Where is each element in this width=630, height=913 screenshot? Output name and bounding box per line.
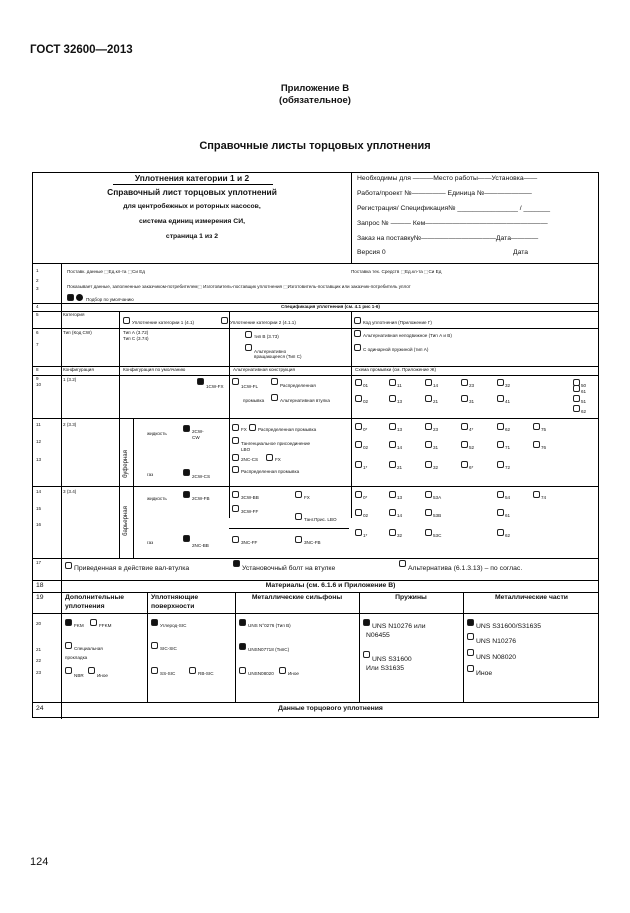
flush-plan-label: 62 xyxy=(581,409,587,414)
materials-header: Материалы (см. 6.1.6 и Приложение В) xyxy=(265,582,396,589)
seal-faces-header: Уплотняющие xyxy=(151,594,199,601)
buffer-liquid-label: жидкость xyxy=(147,431,167,436)
alt-sleeve-label: Альтернативная втулка xyxy=(280,398,330,403)
flush-plan-checkbox[interactable] xyxy=(355,509,362,516)
row-num: 8 xyxy=(36,367,39,372)
type-a-label: Тип А (3.72) xyxy=(123,330,149,335)
metal-s31600-checkbox[interactable] xyxy=(467,619,474,626)
type-b-checkbox[interactable] xyxy=(245,331,252,338)
default-square-icon xyxy=(67,294,74,301)
shaft-sleeve-checkbox[interactable] xyxy=(65,562,72,569)
flush-plan-label: 75 xyxy=(541,427,547,432)
tangential-lbo-label: Танг.Прис. LBO xyxy=(304,517,337,522)
2cw-cs-checkbox[interactable] xyxy=(183,469,190,476)
2cw-fb-checkbox[interactable] xyxy=(183,491,190,498)
flush-plan-label: 53B xyxy=(433,513,442,518)
flush-plan-checkbox[interactable] xyxy=(425,461,432,468)
tangential-lbo-checkbox[interactable] xyxy=(295,513,302,520)
buffer-gas-label: газ xyxy=(147,472,154,477)
buffer-label: буферная xyxy=(123,450,129,478)
row-num: 6 xyxy=(36,330,39,335)
uns-n07718-label: UNSN07718 (ТипС) xyxy=(248,647,290,652)
distributed-flush-2-label: Распределенная промывка xyxy=(258,427,317,432)
flush-plan-label: 71 xyxy=(505,445,511,450)
flush-plan-label: 13 xyxy=(397,495,403,500)
metal-n10276-checkbox[interactable] xyxy=(467,633,474,640)
barrier-label: барьерная xyxy=(123,506,129,536)
alternative-label: Альтернатива (6.1.3.13) – по соглас. xyxy=(408,565,523,572)
flush-plan-checkbox[interactable] xyxy=(533,491,540,498)
block-title-1: Уплотнения категории 1 и 2 xyxy=(134,173,250,183)
type-b-label: тип В (3.73) xyxy=(254,334,279,339)
block-title-2: Справочный лист торцовых уплотнений xyxy=(107,187,277,197)
seal-data-header: Данные торцового уплотнения xyxy=(278,705,383,712)
gasket-label: прокладка xyxy=(65,655,88,660)
nbr-checkbox[interactable] xyxy=(65,667,72,674)
spring-s31600-checkbox[interactable] xyxy=(363,651,370,658)
request-line: Запрос № ——— Кем—————————————————— xyxy=(357,220,548,227)
1cw-fl-label: 1CW-FL xyxy=(241,384,259,389)
data-legend: Показывает данные, заполненные заказчиком-потребителем⬚ Изготовитель-поставщик уплотнения ⬚Изготовитель-поставщик или заказчик-потребитель уплот xyxy=(67,284,411,289)
alt-stationary-label: Альтернативная неподвижное (Тип А и В) xyxy=(363,333,452,338)
row-num: 11 xyxy=(36,422,41,427)
flush-plan-checkbox[interactable] xyxy=(355,461,362,468)
fx-checkbox[interactable] xyxy=(232,424,239,431)
distributed-flush-2-checkbox[interactable] xyxy=(249,424,256,431)
fkm-checkbox[interactable] xyxy=(65,619,72,626)
spring-s31600-label: UNS S31600 xyxy=(372,656,412,663)
flush-plan-label: 72 xyxy=(505,465,511,470)
spring-n10276-checkbox[interactable] xyxy=(363,619,370,626)
block-title-4: система единиц измерения СИ, xyxy=(139,218,245,225)
uns-n08020-bellows-label: UNSN08020 xyxy=(248,671,274,676)
row-num: 17 xyxy=(36,560,42,565)
single-spring-checkbox[interactable] xyxy=(354,344,361,351)
flush-plan-checkbox[interactable] xyxy=(497,395,504,402)
1cw-fl-checkbox[interactable] xyxy=(232,378,239,385)
appendix-title: Приложение В xyxy=(280,83,350,94)
metal-other-label: Иное xyxy=(476,670,493,677)
default-selection-legend: Подбор по умолчанию xyxy=(86,297,134,302)
rb-sic-label: RB-SIC xyxy=(198,671,214,676)
flush-plan-checkbox[interactable] xyxy=(425,529,432,536)
row-num: 23 xyxy=(36,670,42,675)
appendix-status: (обязательное) xyxy=(279,95,351,106)
row-num: 2 xyxy=(36,278,39,283)
seal-code-label: Код уплотнения (Приложение Г) xyxy=(363,320,432,325)
alt-rotating-label-2: вращающееся (Тип С) xyxy=(254,354,302,359)
rb-sic-checkbox[interactable] xyxy=(189,667,196,674)
needed-for-line: Необходимы для ———Место работы——Установка—— xyxy=(357,175,538,182)
category-label: Категория xyxy=(63,312,85,317)
secondary-seals-header: Дополнительные xyxy=(65,594,125,601)
row-num: 22 xyxy=(36,658,42,663)
spring-n06455-label: N06455 xyxy=(366,632,390,639)
carbon-sic-label: Углерод-SIC xyxy=(160,623,187,628)
3cw-ff-label: 3CW-FF xyxy=(241,509,259,514)
seal-code-checkbox[interactable] xyxy=(354,317,361,324)
flush-plan-checkbox[interactable] xyxy=(389,379,396,386)
other-bellows-label: Иное xyxy=(288,671,299,676)
spring-s31635-label: Или S31635 xyxy=(366,665,404,672)
flush-plan-checkbox[interactable] xyxy=(497,379,504,386)
seal-datasheet xyxy=(32,172,599,718)
flush-plan-checkbox[interactable] xyxy=(497,461,504,468)
flush-plan-label: 50 xyxy=(581,383,587,388)
row-num: 9 xyxy=(36,376,39,381)
registration-line: Регистрация/ Спецификация№ ________________ / _______ xyxy=(357,205,551,212)
flush-plan-label: 23 xyxy=(469,383,475,388)
version-label: Версия 0 xyxy=(357,249,386,256)
category-2-label: Уплотнение категории 2 (4.1.1) xyxy=(230,320,296,325)
supply-data-units[interactable]: Поставк. данные ⬚Ед.кл-та ⬚Си Ед xyxy=(67,269,145,274)
flush-plan-checkbox[interactable] xyxy=(573,385,580,392)
flush-plan-label: 32 xyxy=(505,383,511,388)
lbo-label: LBO xyxy=(241,447,251,452)
flush-plan-checkbox[interactable] xyxy=(389,461,396,468)
ss-sic-label: SS-SIC xyxy=(160,671,176,676)
flush-plan-label: 62 xyxy=(505,533,511,538)
fx-2-label: FX xyxy=(275,457,281,462)
row-num: 4 xyxy=(36,304,39,309)
metal-n10276-label: UNS N10276 xyxy=(476,638,517,645)
flush-plan-checkbox[interactable] xyxy=(355,395,362,402)
shaft-sleeve-label: Приведенная в действие вал-втулка xyxy=(74,565,190,572)
spring-n10276-label: UNS N10276 или xyxy=(372,623,426,630)
flush-plan-label: 21 xyxy=(397,465,403,470)
flush-plan-checkbox[interactable] xyxy=(389,395,396,402)
flush-plan-checkbox[interactable] xyxy=(355,423,362,430)
flush-plan-label: 0* xyxy=(363,427,368,432)
metal-n08020-checkbox[interactable] xyxy=(467,649,474,656)
block-title-5: страница 1 из 2 xyxy=(165,233,219,240)
category-2-checkbox[interactable] xyxy=(221,317,228,324)
2cw-cw-checkbox[interactable] xyxy=(183,425,190,432)
metal-other-checkbox[interactable] xyxy=(467,665,474,672)
flush-plan-checkbox[interactable] xyxy=(461,395,468,402)
other-seal-checkbox[interactable] xyxy=(88,667,95,674)
distributed-flush-label: Распределенная xyxy=(280,383,316,388)
row-num: 7 xyxy=(36,342,39,347)
flush-plan-label: 31 xyxy=(433,445,439,450)
flush-plan-checkbox[interactable] xyxy=(389,529,396,536)
flush-plan-label: 1* xyxy=(363,465,368,470)
flush-plan-label: 13 xyxy=(397,399,403,404)
flush-plan-label: 01 xyxy=(363,383,369,388)
flush-plan-label: 31 xyxy=(469,399,475,404)
row-num: 19 xyxy=(36,594,44,601)
2nc-cs-checkbox[interactable] xyxy=(232,454,239,461)
nbr-label: NBR xyxy=(74,673,84,678)
alt-rotating-checkbox[interactable] xyxy=(245,344,252,351)
other-seal-label: Иное xyxy=(97,673,108,678)
flush-plan-label: 53C xyxy=(433,533,442,538)
config-2-label: 2 (3.3) xyxy=(63,422,77,427)
flush-plan-checkbox[interactable] xyxy=(461,423,468,430)
flush-plan-label: 21 xyxy=(433,399,439,404)
barrier-gas-label: газ xyxy=(147,540,154,545)
flush-plan-checkbox[interactable] xyxy=(425,423,432,430)
flush-label: промывка xyxy=(243,398,265,403)
flush-plan-checkbox[interactable] xyxy=(425,441,432,448)
config-1-label: 1 (3.2) xyxy=(63,377,77,382)
flush-plan-checkbox[interactable] xyxy=(425,379,432,386)
fx-3-label: FX xyxy=(304,495,310,500)
flush-plan-label: 32 xyxy=(433,465,439,470)
special-gasket-label: Специальная xyxy=(74,646,103,651)
flush-plan-label: 41 xyxy=(505,399,511,404)
flush-plan-label: 74 xyxy=(541,495,547,500)
3nc-fb-checkbox[interactable] xyxy=(295,536,302,543)
distributed-flush-3-checkbox[interactable] xyxy=(232,466,239,473)
alt-stationary-checkbox[interactable] xyxy=(354,330,361,337)
distributed-flush-3-label: Распределенная промывка xyxy=(241,469,300,474)
springs-header: Пружины xyxy=(395,594,427,601)
row-num: 24 xyxy=(36,705,44,712)
tangential-checkbox[interactable] xyxy=(232,437,239,444)
alternative-checkbox[interactable] xyxy=(399,560,406,567)
secondary-seals-header-2: уплотнения xyxy=(65,603,105,610)
block-title-3: для центробежных и роторных насосов, xyxy=(123,203,261,210)
set-screw-label: Установочный болт на втулке xyxy=(242,565,336,572)
metal-bellows-header: Металлические сильфоны xyxy=(251,594,343,601)
sic-sic-label: SIC-SIC xyxy=(160,646,177,651)
set-screw-checkbox[interactable] xyxy=(233,560,240,567)
flush-plan-label: 62 xyxy=(505,427,511,432)
row-num: 21 xyxy=(36,647,42,652)
seal-faces-header-2: поверхности xyxy=(151,603,195,610)
flush-plan-label: 52 xyxy=(469,445,475,450)
project-line: Работа/проект №————— Единица №——————— xyxy=(357,190,532,197)
alt-sleeve-checkbox[interactable] xyxy=(271,394,278,401)
3cw-bb-checkbox[interactable] xyxy=(232,491,239,498)
3nc-ff-label: 3NC-FF xyxy=(241,540,258,545)
metal-s31600-label: UNS S31600/S31635 xyxy=(476,623,541,630)
row-num: 15 xyxy=(36,506,42,511)
flush-plan-checkbox[interactable] xyxy=(533,423,540,430)
flush-plan-label: 61 xyxy=(581,389,587,394)
flush-plan-label: 32 xyxy=(397,533,403,538)
default-dot-icon xyxy=(76,294,83,301)
page-number: 124 xyxy=(30,856,49,868)
flush-plan-checkbox[interactable] xyxy=(497,423,504,430)
flush-plan-label: 4* xyxy=(469,427,474,432)
3cw-bb-label: 3CW-BB xyxy=(241,495,259,500)
flush-plan-checkbox[interactable] xyxy=(425,491,432,498)
single-spring-label: С одинарной пружиной (тип А) xyxy=(363,347,429,352)
flush-plan-label: 23 xyxy=(433,427,439,432)
1cw-fx-checkbox[interactable] xyxy=(197,378,204,385)
flush-plan-checkbox[interactable] xyxy=(533,441,540,448)
flush-plan-checkbox[interactable] xyxy=(461,441,468,448)
alt-design-header: Альтернативная конструкция xyxy=(233,367,295,372)
flush-plan-header: Схема промывки (см. Приложение Ж) xyxy=(355,367,436,372)
3nc-fb-label: 3NC-FB xyxy=(304,540,321,545)
main-title: Справочные листы торцовых уплотнения xyxy=(199,140,431,152)
flush-plan-checkbox[interactable] xyxy=(497,509,504,516)
configuration-header: Конфигурация xyxy=(63,367,94,372)
config-3-label: 3 (3.4) xyxy=(63,489,77,494)
row-num: 12 xyxy=(36,439,42,444)
flush-plan-label: 0* xyxy=(363,495,368,500)
flush-plan-label: 6* xyxy=(469,465,474,470)
flush-plan-checkbox[interactable] xyxy=(355,529,362,536)
special-gasket-checkbox[interactable] xyxy=(65,642,72,649)
row-num: 3 xyxy=(36,286,39,291)
2cw-cs-label: 2CW-CS xyxy=(192,474,211,479)
alt-rotating-label: Альтернативно xyxy=(254,349,287,354)
ffkm-checkbox[interactable] xyxy=(90,619,97,626)
sic-sic-checkbox[interactable] xyxy=(151,642,158,649)
flush-plan-label: 54 xyxy=(505,495,511,500)
flush-plan-checkbox[interactable] xyxy=(389,441,396,448)
2nc-bb-label: 2NC-BB xyxy=(192,543,209,548)
3nc-ff-checkbox[interactable] xyxy=(232,536,239,543)
2cw-fb-label: 2CW-FB xyxy=(192,496,210,501)
uns-n10276-bellows-checkbox[interactable] xyxy=(239,619,246,626)
fx-2-checkbox[interactable] xyxy=(266,454,273,461)
flush-plan-checkbox[interactable] xyxy=(355,379,362,386)
flush-plan-label: 02 xyxy=(363,513,369,518)
flush-plan-checkbox[interactable] xyxy=(389,509,396,516)
seal-spec-header: Спецификация уплотнения (см. 4.1 рис 1-6) xyxy=(281,304,380,309)
type-c-label: Тип С (3.74) xyxy=(123,336,149,341)
other-bellows-checkbox[interactable] xyxy=(279,667,286,674)
flush-plan-checkbox[interactable] xyxy=(389,491,396,498)
category-1-label: Уплотнение категории 1 (4.1) xyxy=(132,320,195,325)
uns-n07718-checkbox[interactable] xyxy=(239,643,246,650)
row-num: 16 xyxy=(36,522,42,527)
2cw-label: 2CW- xyxy=(192,429,204,434)
flush-plan-checkbox[interactable] xyxy=(497,529,504,536)
1cw-fx-label: 1CW-FX xyxy=(206,384,224,389)
flush-plan-checkbox[interactable] xyxy=(573,395,580,402)
2nc-bb-checkbox[interactable] xyxy=(183,535,190,542)
metal-n08020-label: UNS N08020 xyxy=(476,654,517,661)
flush-plan-label: 02 xyxy=(363,399,369,404)
flush-plan-label: 76 xyxy=(541,445,547,450)
tech-supply-units[interactable]: Поставка тех. Средств ⬚Ед.кл-та ⬚Си Ед xyxy=(351,269,442,274)
flush-plan-label: 14 xyxy=(397,513,403,518)
2nc-cs-label: 2NC-CS xyxy=(241,457,259,462)
flush-plan-label: 61 xyxy=(505,513,511,518)
distributed-flush-checkbox[interactable] xyxy=(271,378,278,385)
flush-plan-checkbox[interactable] xyxy=(461,461,468,468)
row-num: 20 xyxy=(36,621,42,626)
row-num: 18 xyxy=(36,582,44,589)
flush-plan-checkbox[interactable] xyxy=(573,405,580,412)
flush-plan-label: 02 xyxy=(363,445,369,450)
document-header: ГОСТ 32600—2013 xyxy=(30,44,133,56)
row-num: 10 xyxy=(36,382,42,387)
flush-plan-checkbox[interactable] xyxy=(425,509,432,516)
ss-sic-checkbox[interactable] xyxy=(151,667,158,674)
fx-label: FX xyxy=(241,427,247,432)
cw-label: CW xyxy=(192,435,200,440)
flush-plan-label: 11 xyxy=(397,383,402,388)
row-num: 1 xyxy=(36,268,39,273)
3cw-ff-checkbox[interactable] xyxy=(232,505,239,512)
flush-plan-checkbox[interactable] xyxy=(497,441,504,448)
uns-n10276-bellows-label: UNS N°0276 (Тип В) xyxy=(248,623,291,628)
flush-plan-checkbox[interactable] xyxy=(461,379,468,386)
fx-3-checkbox[interactable] xyxy=(295,491,302,498)
flush-plan-checkbox[interactable] xyxy=(355,491,362,498)
flush-plan-checkbox[interactable] xyxy=(425,395,432,402)
type-label: Тип (Код CW) xyxy=(63,330,92,335)
barrier-liquid-label: жидкость xyxy=(147,496,167,501)
flush-plan-label: 14 xyxy=(433,383,439,388)
flush-plan-checkbox[interactable] xyxy=(355,441,362,448)
flush-plan-label: 14 xyxy=(397,445,403,450)
flush-plan-label: 53A xyxy=(433,495,442,500)
flush-plan-label: 51 xyxy=(581,399,587,404)
version-date: Дата xyxy=(513,249,529,256)
row-num: 13 xyxy=(36,457,42,462)
uns-n08020-bellows-checkbox[interactable] xyxy=(239,667,246,674)
category-1-checkbox[interactable] xyxy=(123,317,130,324)
metal-parts-header: Металлические части xyxy=(495,594,568,601)
carbon-sic-checkbox[interactable] xyxy=(151,619,158,626)
default-config-header: Конфигурация по умолчанию xyxy=(123,367,186,372)
order-line: Заказ на поставку№———————————Дата———— xyxy=(357,235,539,242)
flush-plan-checkbox[interactable] xyxy=(497,491,504,498)
flush-plan-label: 13 xyxy=(397,427,403,432)
tangential-label: Тангенциальное присоединение xyxy=(241,441,311,446)
ffkm-label: FFKM xyxy=(99,623,112,628)
fkm-label: FKM xyxy=(74,623,84,628)
row-num: 5 xyxy=(36,312,39,317)
flush-plan-label: 1* xyxy=(363,533,368,538)
flush-plan-checkbox[interactable] xyxy=(389,423,396,430)
row-num: 14 xyxy=(36,489,42,494)
